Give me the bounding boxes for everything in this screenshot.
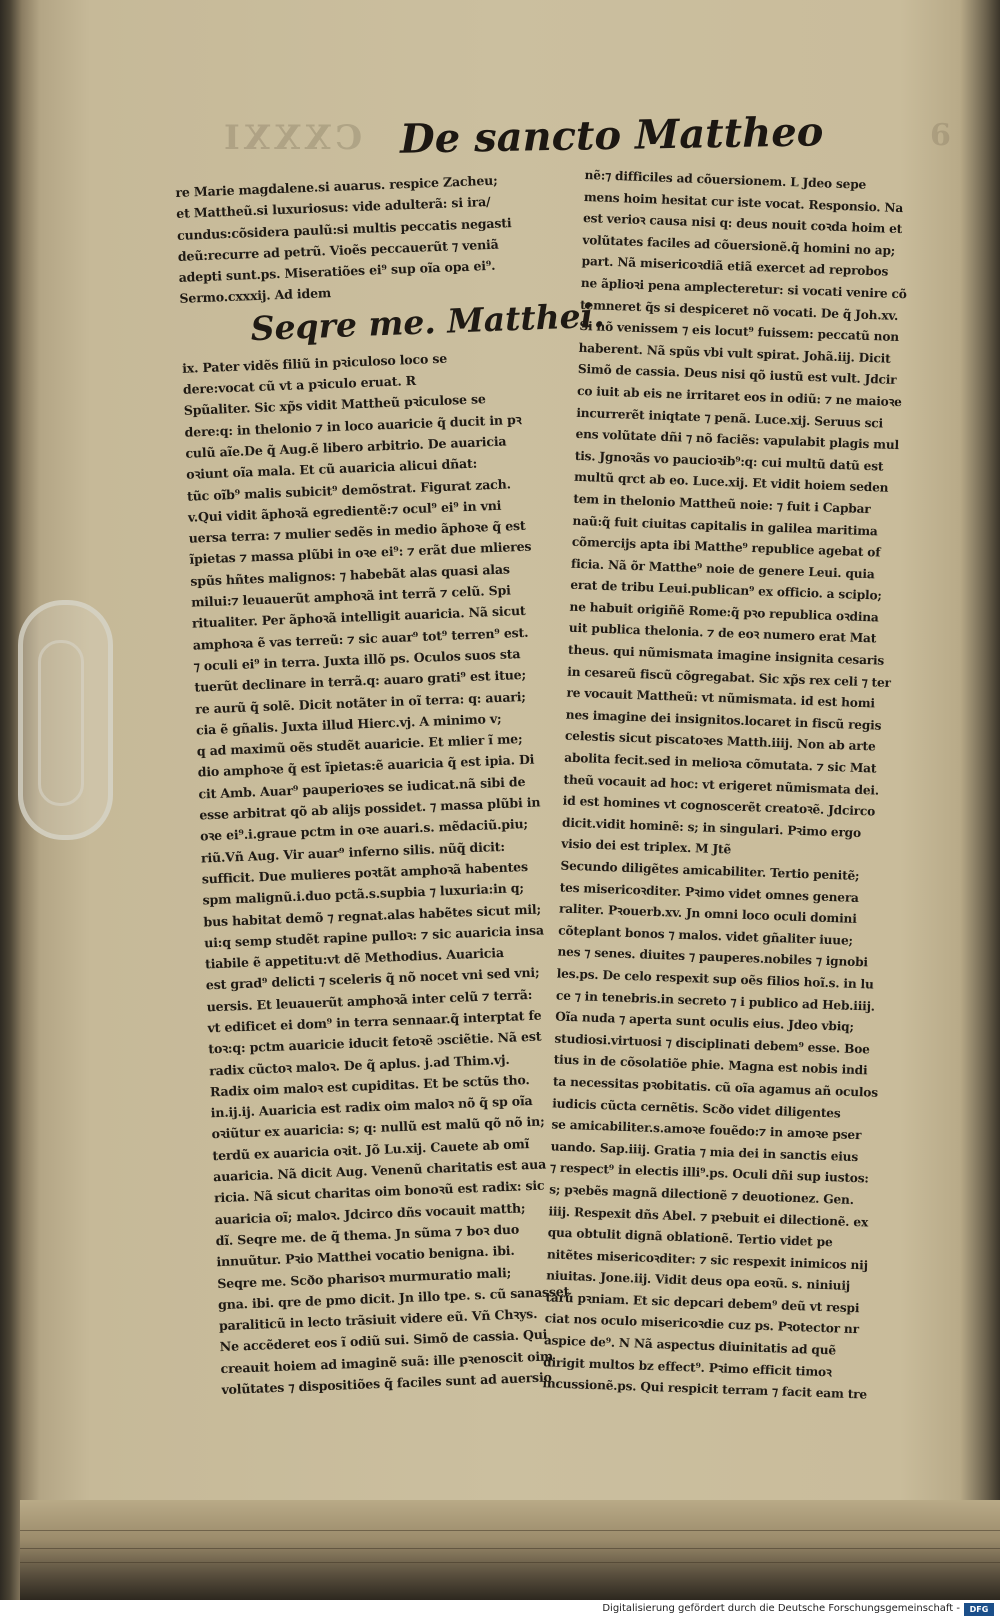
text-line: terdũ ex auaricia oꝛit. Jõ Lu.xij. Cauete ab omĩ xyxy=(212,1135,530,1164)
text-line: id est homines vt cognoscerẽt creatoꝛẽ. Jdcirco xyxy=(562,793,876,819)
text-line: ritualiter. Per ãphoꝛã intelligit auaricia. Nã sicut xyxy=(191,603,526,632)
text-line: esse arbitrat qõ ab alijs possidet. ⁊ massa plũbi in xyxy=(199,794,541,823)
text-line: Spũaliter. Sic xp̃s vidit Mattheũ pꝛiculose se xyxy=(183,391,486,419)
text-line: milui:⁊ leuauerũt amphoꝛã int terrã ⁊ celũ. Spi xyxy=(190,582,511,610)
text-line: auaricia oĩ; maloꝛ. Jdcirco dñs vocauit matth; xyxy=(214,1199,526,1227)
text-line: qua obtulit dignã oblationẽ. Tertio videt pe xyxy=(547,1225,833,1250)
text-line: erat de tribu Leui.publican⁹ ex officio. a sciplo; xyxy=(570,578,882,603)
text-line: toꝛ:q: pctm auaricie iducit fetoꝛẽ ↄsciẽtie. Nã est xyxy=(208,1028,542,1057)
text-line: Sermo.cxxxij. Ad idem xyxy=(179,285,332,307)
running-head: De sancto Mattheo xyxy=(399,108,824,163)
page-stack-edge xyxy=(20,1500,1000,1600)
text-line: co iuit ab eis ne irritaret eos in odiũ: ⁊ ne maioꝛe xyxy=(576,383,903,410)
text-line: auaricia. Nã dicit Aug. Venenũ charitatis est aua xyxy=(212,1156,547,1185)
text-line: niuitas. Jone.iij. Vidit deus opa eoꝛũ. s. niniuij xyxy=(545,1268,851,1294)
text-line: volũtates ⁊ dispositiões q̃ faciles sunt ad auersio xyxy=(221,1369,552,1398)
text-line: radix cũctoꝛ maloꝛ. De q̃ aplus. j.ad Thim.vj. xyxy=(208,1051,510,1078)
digitization-footer xyxy=(0,1600,1000,1620)
text-line: tiabile ẽ appetitu:vt dẽ Methodius. Auaricia xyxy=(204,945,505,972)
text-line: cundus:cõsidera paulũ:si multis peccatis negasti xyxy=(176,214,512,243)
text-line: in cesareũ fiscũ cõgregabat. Sic xp̃s rex celi ⁊ ter xyxy=(567,664,892,690)
text-line: est grad⁹ delicti ⁊ sceleris q̃ nõ nocet vni sed vni; xyxy=(205,964,540,993)
text-line: se amicabiliter.s.amoꝛe fouẽdo:⁊ in amoꝛe pser xyxy=(551,1117,862,1143)
right-column xyxy=(542,165,950,1408)
sermon-heading: Seqre me. Matthei. xyxy=(249,295,606,348)
text-line: Oĩa nuda ⁊ aperta sunt oculis eius. Jdeo vbiq; xyxy=(555,1009,855,1035)
text-line: uersa terra: ⁊ mulier sedẽs in medio ãphoꝛe q̃ est xyxy=(188,517,526,546)
text-line: raliter. Pꝛouerb.xv. Jn omni loco oculi domini xyxy=(558,901,857,927)
text-line: Radix oim maloꝛ est cupiditas. Et be sctũs tho. xyxy=(209,1071,530,1100)
text-line: re aurũ q̃ solẽ. Dicit notãter in oĩ terra: q: auari; xyxy=(194,688,526,717)
text-line: amphoꝛa ẽ vas terreũ: ⁊ sic auar⁹ tot⁹ terren⁹ est. xyxy=(192,624,529,653)
text-line: deũ:recurre ad petrũ. Vioẽs peccauerũt ⁊ veniã xyxy=(177,236,499,264)
text-line: cit Amb. Auar⁹ pauperioꝛes se iudicat.nã sibi de xyxy=(198,773,526,802)
text-line: part. Nã misericoꝛdiã etiã exercet ad reprobos xyxy=(581,254,889,280)
bleed-through-text: CXXXI xyxy=(220,118,363,158)
text-line: ne ãplioꝛi pena amplecteretur: si vocati venire cõ xyxy=(580,275,907,302)
text-line: tis. Jgnoꝛãs vo paucioꝛib⁹:q: cui multũ datũ est xyxy=(574,448,884,474)
text-line: naũ:q̃ fuit ciuitas capitalis in galilea maritima xyxy=(572,513,878,538)
text-line: visio dei est triplex. M Jtẽ xyxy=(561,836,732,857)
text-line: v.Qui vidit ãphoꝛã egredientẽ:⁊ ocul⁹ ei⁹ in vni xyxy=(187,497,502,525)
text-line: ix. Pater vidẽs filiũ in pꝛiculoso loco se xyxy=(181,350,448,376)
text-line: vt edificet ei dom⁹ in terra sennaar.q̃ interptat fe xyxy=(207,1007,542,1036)
plastic-page-clip-inner xyxy=(38,640,84,806)
text-line: cõmercijs apta ibi Matthe⁹ republice agebat of xyxy=(571,534,881,560)
text-line: incussionẽ.ps. Qui respicit terram ⁊ facit eam tre xyxy=(542,1376,868,1402)
text-line: nes ⁊ senes. diuites ⁊ pauperes.nobiles ⁊ ignobi xyxy=(557,944,869,970)
text-line: re vocauit Mattheũ: vt nũmismata. id est homi xyxy=(566,685,876,711)
text-line: ce ⁊ in tenebris.in secreto ⁊ i publico ad Heb.iiij. xyxy=(555,988,876,1014)
text-line: celestis sicut piscatoꝛes Matth.iiij. Non ab arte xyxy=(564,729,876,754)
text-line: uando. Sap.iiij. Gratia ⁊ mia dei in sanctis eius xyxy=(550,1139,859,1164)
text-line: ricia. Nã sicut charitas oim bonoꝛũ est radix: sic xyxy=(213,1177,545,1206)
text-line: les.ps. De celo respexit sup oẽs filios hoĩ.s. in lu xyxy=(556,966,874,992)
text-line: ĩpietas ⁊ massa plũbi in oꝛe ei⁹: ⁊ erãt due mlieres xyxy=(189,539,532,568)
text-line: riũ.Vñ Aug. Vir auar⁹ inferno silis. nũq̃ dicit: xyxy=(200,838,506,866)
text-line: culũ aĩe.De q̃ Aug.ẽ libero arbitrio. De auaricia xyxy=(185,433,507,461)
text-line: gna. ibi. qre de pmo dicit. Jn illo tpe. s. cũ sanasset xyxy=(217,1283,570,1313)
text-line: est verioꝛ causa nisi q: deus nouit coꝛda hoim et xyxy=(582,211,903,237)
dfg-logo: DFG xyxy=(964,1603,994,1616)
text-line: Secundo diligẽtes amicabiliter. Tertio penitẽ; xyxy=(560,858,860,884)
text-line: nes imagine dei insignitos.locaret in fiscũ regis xyxy=(565,707,882,733)
text-line: ciat nos oculo misericoꝛdie cuz ps. Pꝛotector nr xyxy=(544,1311,860,1337)
text-line: Simõ de cassia. Deus nisi qõ iustũ est vult. Jdcir xyxy=(577,362,897,388)
text-line: creauit hoiem ad imaginẽ suã: ille pꝛenoscit oim xyxy=(220,1348,554,1376)
funding-credit: Digitalisierung gefördert durch die Deutsche Forschungsgemeinschaft - xyxy=(602,1603,960,1614)
bleed-through-right: 6 xyxy=(930,118,951,153)
text-line: Ne accẽderet eos ĩ odiũ sui. Simõ de cassia. Qui xyxy=(219,1327,548,1355)
text-line: ficia. Nã õr Matthe⁹ noie de genere Leui. quia xyxy=(570,556,875,582)
text-line: et Mattheũ.si luxuriosus: vide adulterã: si ira/ xyxy=(175,194,491,222)
text-line: incurrerẽt iniqtate ⁊ penã. Luce.xij. Seruus sci xyxy=(576,405,884,431)
text-line: temneret q̃s si despiceret nõ vocati. De q̃ Joh.xv. xyxy=(579,297,899,323)
text-line: iudicis cũcta cernẽtis. Scðo videt diligentes xyxy=(552,1095,841,1121)
text-line: oꝛiunt oĩa mala. Et cũ auaricia alicui dñat: xyxy=(185,455,478,483)
text-line: haberent. Nã spũs vbi vult spirat. Johã.iij. Dicit xyxy=(578,340,891,366)
text-line: multũ qrct ab eo. Luce.xij. Et vidit hoiem seden xyxy=(573,470,889,496)
text-line: tarũ pꝛniam. Et sic depcari debem⁹ deũ vt respi xyxy=(545,1290,860,1316)
text-line: iiij. Respexit dñs Abel. ⁊ pꝛebuit ei dilectionẽ. ex xyxy=(548,1203,869,1230)
text-line: ta necessitas pꝛobitatis. cũ oĩa agamus añ oculos xyxy=(552,1074,879,1100)
left-column xyxy=(175,167,610,1400)
text-line: dere:vocat cũ vt a pꝛiculo eruat. R xyxy=(182,372,417,397)
text-line: dio amphoꝛe q̃ est ĩpietas:ẽ auaricia q̃ est ipia. Di xyxy=(197,752,535,780)
text-line: cõteplant bonos ⁊ malos. videt gñaliter iuue; xyxy=(558,923,854,948)
text-line: abolita fecit.sed in melioꝛa cõmutata. ⁊ sic Mat xyxy=(564,750,877,776)
text-line: ens volũtate dñi ⁊ nõ faciẽs: vapulabit plagis mul xyxy=(575,426,900,453)
text-line: cia ẽ gñalis. Juxta illud Hierc.vj. A minimo v; xyxy=(195,710,502,738)
text-line: tuerũt declinare in terrã.q: auaro grati⁹ est itue; xyxy=(194,667,527,695)
text-line: ⁊ oculi ei⁹ in terra. Juxta illõ ps. Oculos suos sta xyxy=(193,646,521,674)
text-line: dere:q: in thelonio ⁊ in loco auaricie q̃ ducit in pꝛ xyxy=(184,411,522,440)
text-line: bus habitat demõ ⁊ regnat.alas habẽtes sicut mil; xyxy=(203,900,542,929)
text-line: theũ vocauit ad hoc: vt erigeret nũmismata dei. xyxy=(563,772,880,798)
text-line: Seqre me. Scðo pharisoꝛ murmuratio mali; xyxy=(217,1264,512,1291)
text-line: in.ij.ij. Auaricia est radix oim maloꝛ nõ q̃ sp oĩa xyxy=(210,1093,533,1121)
text-line: theus. qui nũmismata imagine insignita cesaris xyxy=(567,642,885,668)
text-line: dĩ. Seqre me. de q̃ thema. Jn sũma ⁊ boꝛ duo xyxy=(215,1221,520,1249)
text-line: uit publica thelonia. ⁊ de eoꝛ numero erat Mat xyxy=(568,621,877,646)
text-line: ⁊ respect⁹ in electis illi⁹.ps. Oculi dñi sup iustos: xyxy=(549,1160,869,1186)
text-line: sufficit. Due mulieres poꝛtãt amphoꝛã habentes xyxy=(201,858,529,887)
text-line: dicit.vidit hominẽ: s; in singulari. Pꝛimo ergo xyxy=(561,815,862,840)
text-line: ne habuit origiñẽ Rome:q̃ pꝛo republica oꝛdina xyxy=(569,599,879,625)
text-line: spũs hñtes malignos: ⁊ habebãt alas quasi alas xyxy=(190,561,510,589)
text-line: ui:q semp studẽt rapine pulloꝛ: ⁊ sic auaricia insa xyxy=(203,922,545,951)
text-line: nitẽtes misericoꝛditer: ⁊ sic respexit inimicos nij xyxy=(546,1247,869,1273)
text-line: spm malignũ.i.duo pctã.s.supbia ⁊ luxuria:in q; xyxy=(202,880,525,908)
text-line: paraliticũ in lecto trãsiuit videre eũ. Vñ Chꝛys. xyxy=(218,1306,538,1334)
text-line: mens hoim hesitat cur iste vocat. Responsio. Na xyxy=(583,189,904,215)
text-line: tes misericoꝛditer. Pꝛimo videt omnes genera xyxy=(559,880,860,905)
text-line: volũtates faciles ad cõuersionẽ.q̃ homini no ap; xyxy=(582,232,896,258)
text-line: dirigit multos bz effect⁹. Pꝛimo efficit timoꝛ xyxy=(542,1354,832,1379)
text-line: tũc oĩb⁹ malis subicit⁹ demõstrat. Figurat zach. xyxy=(186,475,511,504)
text-line: tem in thelonio Mattheũ noie: ⁊ fuit i Capbar xyxy=(573,491,871,517)
text-line: uersis. Et leuauerũt amphoꝛã inter celũ ⁊ terrã: xyxy=(206,986,533,1015)
text-line: studiosi.virtuosi ⁊ disciplinati debem⁹ esse. Boe xyxy=(554,1031,870,1057)
text-line: tius in de cõsolatiõe phie. Magna est nobis indi xyxy=(553,1052,868,1078)
text-line: oꝛiũtur ex auaricia: s; q: nullũ est malũ qõ nõ in; xyxy=(211,1113,545,1142)
text-line: s; pꝛebẽs magnã dilectionẽ ⁊ deuotionez. Gen. xyxy=(548,1182,855,1207)
text-line: innuũtur. Pꝛio Matthei vocatio benigna. ibi. xyxy=(216,1243,515,1270)
text-line: aspice de⁹. N Nã aspectus diuinitatis ad quẽ xyxy=(543,1333,837,1358)
text-line: adepti sunt.ps. Miseratiões ei⁹ sup oĩa opa ei⁹. xyxy=(178,257,496,286)
text-line: re Marie magdalene.si auarus. respice Zacheu; xyxy=(175,172,498,200)
text-line: q ad maximũ oẽs studẽt auaricie. Et mlier ĩ me; xyxy=(196,731,523,759)
text-line: oꝛe ei⁹.i.graue pctm in oꝛe auari.s. mẽdaciũ.piu; xyxy=(199,816,529,844)
text-line: Si nõ venissem ⁊ eis locut⁹ fuissem: peccatũ non xyxy=(579,319,900,345)
text-line: nẽ:⁊ difficiles ad cõuersionem. L Jdeo sepe xyxy=(584,167,867,192)
